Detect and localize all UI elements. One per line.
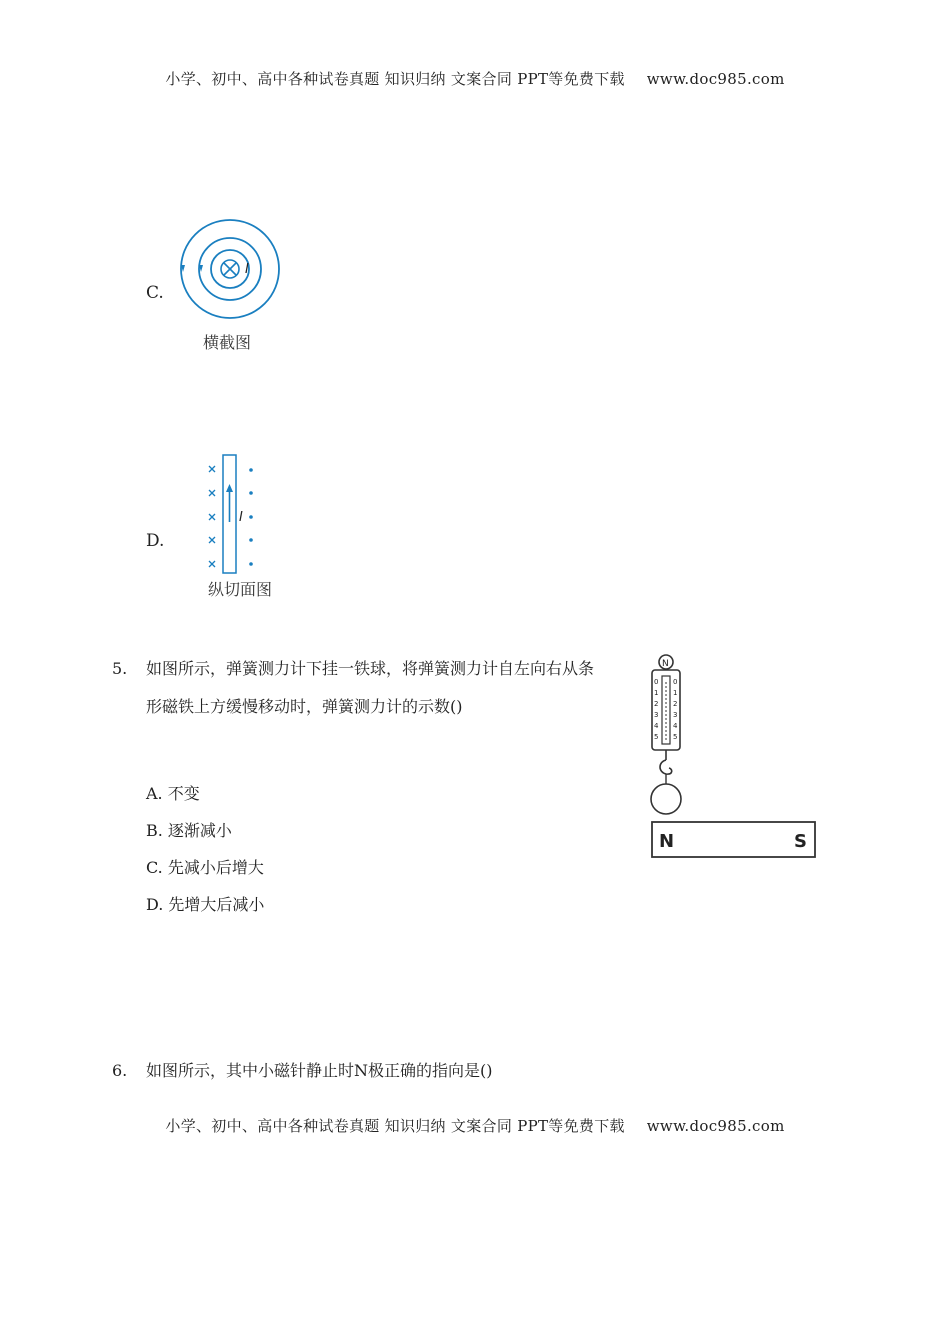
magnet-n-pole: N — [659, 831, 675, 852]
question-5-line-1: 如图所示，弹簧测力计下挂一铁球，将弹簧测力计自左向右从条 — [146, 659, 595, 678]
tick-right-0: 0 — [673, 678, 678, 686]
magnet-s-pole: S — [794, 831, 807, 852]
header-site[interactable]: www.doc985.com — [646, 70, 785, 88]
footer-site[interactable]: www.doc985.com — [646, 1117, 785, 1135]
up-arrow-icon — [226, 484, 233, 492]
question-5-figure — [640, 652, 830, 864]
tick-right-4: 4 — [673, 722, 678, 730]
hook-icon — [660, 760, 672, 774]
header-text: 小学、初中、高中各种试卷真题 知识归纳 文案合同 PPT等免费下载 — [165, 70, 625, 88]
current-symbol-d: I — [239, 510, 243, 525]
dot-marks-right — [249, 468, 253, 566]
bar-magnet — [652, 822, 815, 857]
option-d-caption: 纵切面图 — [208, 580, 273, 599]
question-6-number: 6. — [112, 1061, 128, 1080]
tick-left-0: 0 — [654, 678, 659, 686]
scale-top-letter: N — [662, 659, 669, 669]
tick-left-1: 1 — [654, 689, 659, 697]
iron-ball — [651, 784, 681, 814]
page-header — [0, 68, 950, 89]
current-symbol-c: I — [245, 262, 249, 277]
tick-left-5: 5 — [654, 733, 659, 741]
cross-marks-left — [209, 466, 215, 567]
question-5-choices — [146, 775, 264, 923]
question-6-stem: 如图所示，其中小磁针静止时N极正确的指向是() — [146, 1061, 493, 1080]
tick-right-1: 1 — [673, 689, 678, 697]
tick-right-5: 5 — [673, 733, 678, 741]
tick-right-3: 3 — [673, 711, 678, 719]
question-5-number: 5. — [112, 659, 128, 678]
tick-right-2: 2 — [673, 700, 678, 708]
option-c-label: C. — [146, 283, 164, 303]
tick-left-2: 2 — [654, 700, 659, 708]
option-c-figure — [172, 214, 292, 324]
choice-c[interactable]: C. 先减小后增大 — [146, 858, 264, 877]
choice-d[interactable]: D. 先增大后减小 — [146, 895, 265, 914]
choice-a[interactable]: A. 不变 — [146, 784, 200, 803]
option-d-label: D. — [146, 531, 165, 551]
question-5-stem — [146, 650, 626, 726]
question-5-line-2: 形磁铁上方缓慢移动时，弹簧测力计的示数() — [146, 697, 463, 716]
tick-left-4: 4 — [654, 722, 659, 730]
option-d-figure — [200, 452, 270, 576]
footer-text: 小学、初中、高中各种试卷真题 知识归纳 文案合同 PPT等免费下载 — [165, 1117, 625, 1135]
page-footer — [0, 1115, 950, 1136]
choice-b[interactable]: B. 逐渐减小 — [146, 821, 232, 840]
option-c-caption: 横截图 — [203, 333, 252, 352]
tick-left-3: 3 — [654, 711, 659, 719]
